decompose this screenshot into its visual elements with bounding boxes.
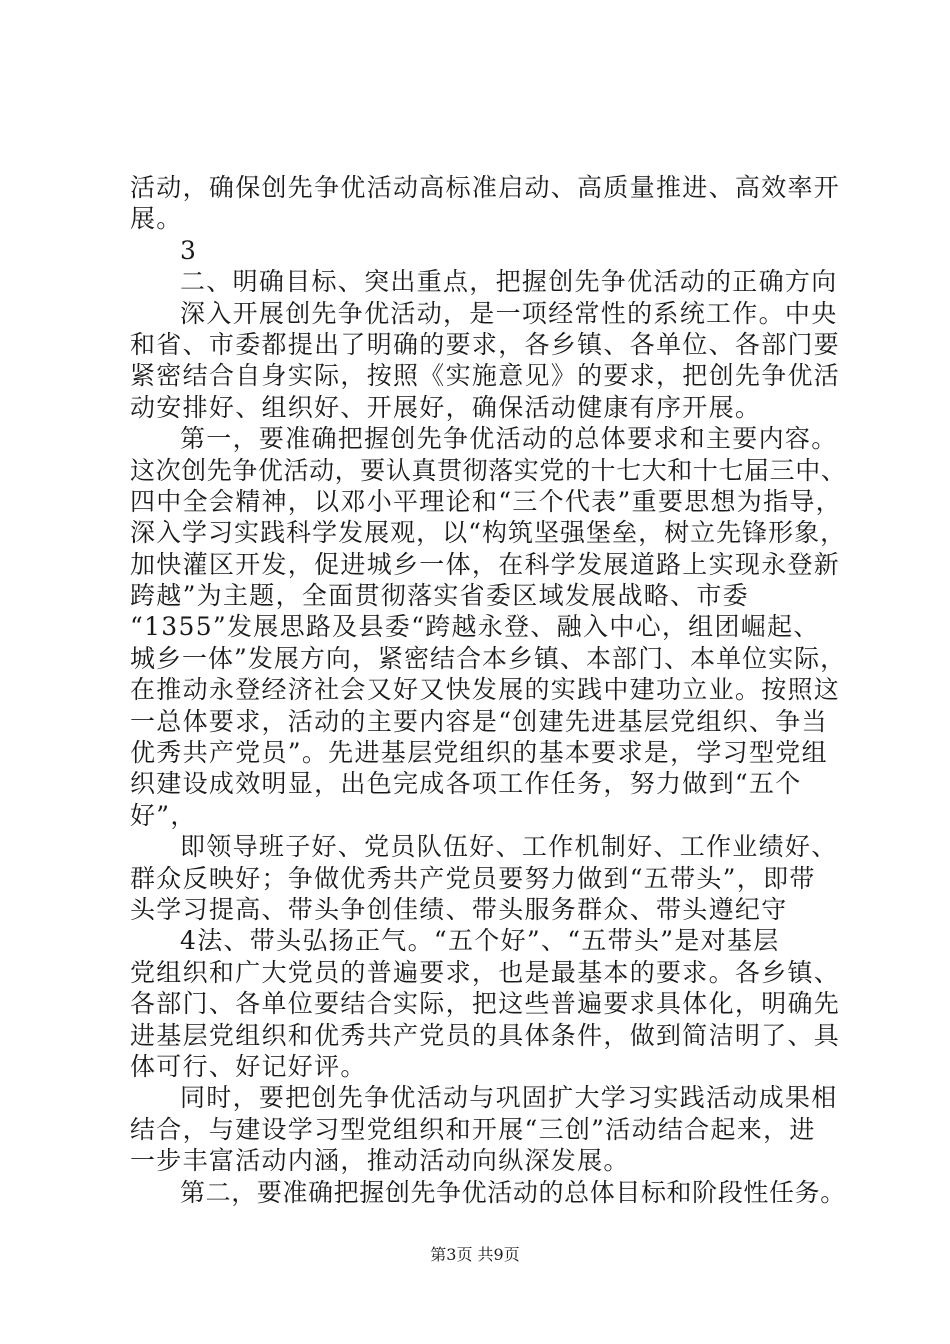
text-line: 党组织和广大党员的普遍要求，也是最基本的要求。各乡镇、	[130, 957, 841, 987]
text-line: 各部门、各单位要结合实际，把这些普遍要求具体化，明确先	[130, 989, 841, 1019]
text-line: 头学习提高、带头争创佳绩、带头服务群众、带头遵纪守	[130, 894, 788, 924]
text-line: 动安排好、组织好、开展好，确保活动健康有序开展。	[130, 392, 762, 422]
text-line: 和省、市委都提出了明确的要求，各乡镇、各单位、各部门要	[130, 329, 841, 359]
text-line: 在推动永登经济社会又好又快发展的实践中建功立业。按照这	[130, 675, 841, 705]
text-line: 一步丰富活动内涵，推动活动向纵深发展。	[130, 1146, 630, 1176]
text-line: 第二，要准确把握创先争优活动的总体目标和阶段性任务。	[180, 1177, 846, 1207]
text-line: 展。	[130, 204, 183, 234]
text-line: 好”，	[130, 800, 197, 830]
text-line: 深入开展创先争优活动，是一项经常性的系统工作。中央	[180, 298, 838, 328]
text-line: 群众反映好；争做优秀共产党员要努力做到“五带头”，即带	[130, 863, 816, 893]
text-line: 城乡一体”发展方向，紧密结合本乡镇、本部门、本单位实际，	[130, 643, 847, 673]
text-line: 体可行、好记好评。	[130, 1051, 367, 1081]
text-line: 进基层党组织和优秀共产党员的具体条件，做到简洁明了、具	[130, 1020, 841, 1050]
text-line: 四中全会精神，以邓小平理论和“三个代表”重要思想为指导，	[130, 486, 842, 516]
text-line: 4法、带头弘扬正气。“五个好”、“五带头”是对基层	[180, 926, 780, 956]
text-line: 活动，确保创先争优活动高标准启动、高质量推进、高效率开	[130, 173, 841, 202]
document-body	[130, 172, 846, 1208]
text-line: 紧密结合自身实际，按照《实施意见》的要求，把创先争优活	[130, 361, 841, 391]
page-footer: 第3页 共9页	[430, 1245, 520, 1264]
text-line: 结合，与建设学习型党组织和开展“三创”活动结合起来，进	[130, 1114, 816, 1144]
text-line: 二、明确目标、突出重点，把握创先争优活动的正确方向	[180, 267, 838, 297]
text-line: 深入学习实践科学发展观，以“构筑坚强堡垒，树立先锋形象，	[130, 518, 847, 548]
text-line: 优秀共产党员”。先进基层党组织的基本要求是，学习型党组	[130, 738, 828, 768]
text-line: 一总体要求，活动的主要内容是“创建先进基层党组织、争当	[130, 706, 828, 736]
text-line: 跨越”为主题，全面贯彻落实省委区域发展战略、市委	[130, 581, 749, 611]
text-line: 即领导班子好、党员队伍好、工作机制好、工作业绩好、	[180, 832, 838, 862]
text-line: 第一，要准确把握创先争优活动的总体要求和主要内容。	[180, 424, 838, 454]
text-line: 加快灌区开发，促进城乡一体，在科学发展道路上实现永登新	[130, 549, 841, 579]
text-line: 同时，要把创先争优活动与巩固扩大学习实践活动成果相	[180, 1083, 838, 1113]
text-line: 3	[180, 235, 198, 265]
text-line: “1355”发展思路及县委“跨越永登、融入中心，组团崛起、	[130, 612, 820, 642]
text-line: 织建设成效明显，出色完成各项工作任务，努力做到“五个	[130, 769, 802, 799]
text-line: 这次创先争优活动，要认真贯彻落实党的十七大和十七届三中、	[130, 455, 847, 485]
